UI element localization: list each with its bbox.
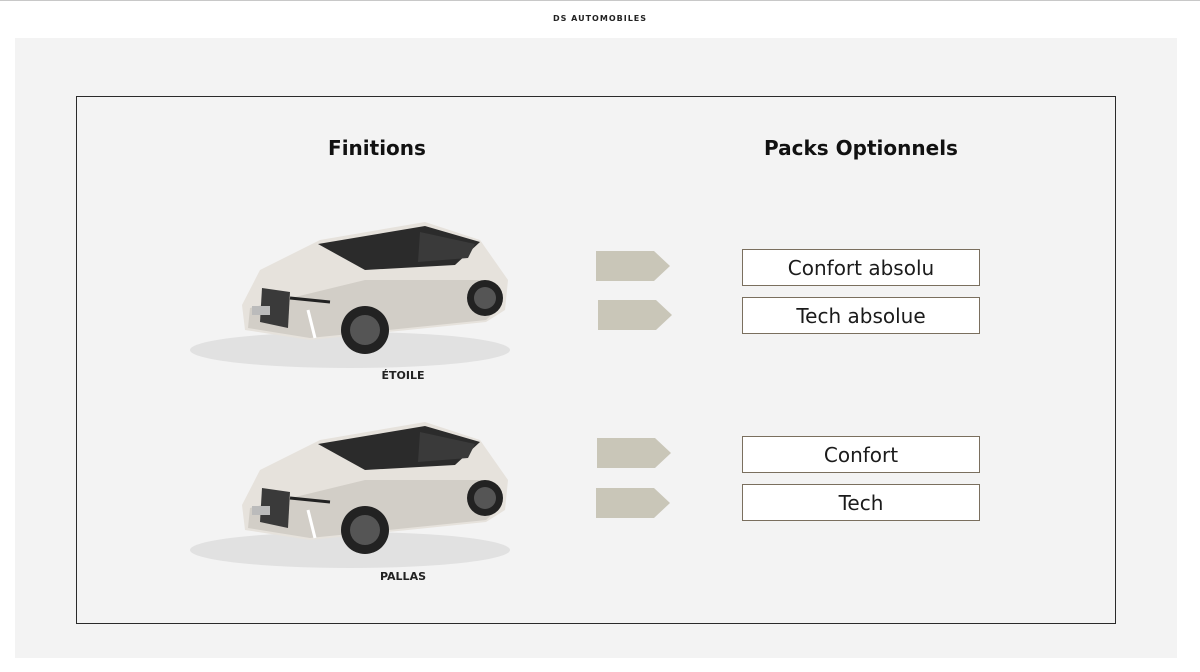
pack-confort[interactable]: Confort — [742, 436, 980, 473]
arrow-right-icon — [596, 488, 670, 518]
pack-tech[interactable]: Tech — [742, 484, 980, 521]
trim-label-etoile: ÉTOILE — [381, 369, 425, 382]
arrow-right-icon — [598, 300, 672, 330]
top-divider — [0, 0, 1200, 1]
pack-tech-absolue[interactable]: Tech absolue — [742, 297, 980, 334]
trim-label-pallas: PALLAS — [379, 570, 427, 583]
finitions-heading: Finitions — [328, 136, 426, 160]
car-image-etoile — [190, 210, 520, 370]
brand-logo-text: DS AUTOMOBILES — [552, 14, 648, 23]
packs-heading: Packs Optionnels — [764, 136, 958, 160]
arrow-right-icon — [597, 438, 671, 468]
pack-confort-absolu[interactable]: Confort absolu — [742, 249, 980, 286]
arrow-right-icon — [596, 251, 670, 281]
car-image-pallas — [190, 410, 520, 570]
